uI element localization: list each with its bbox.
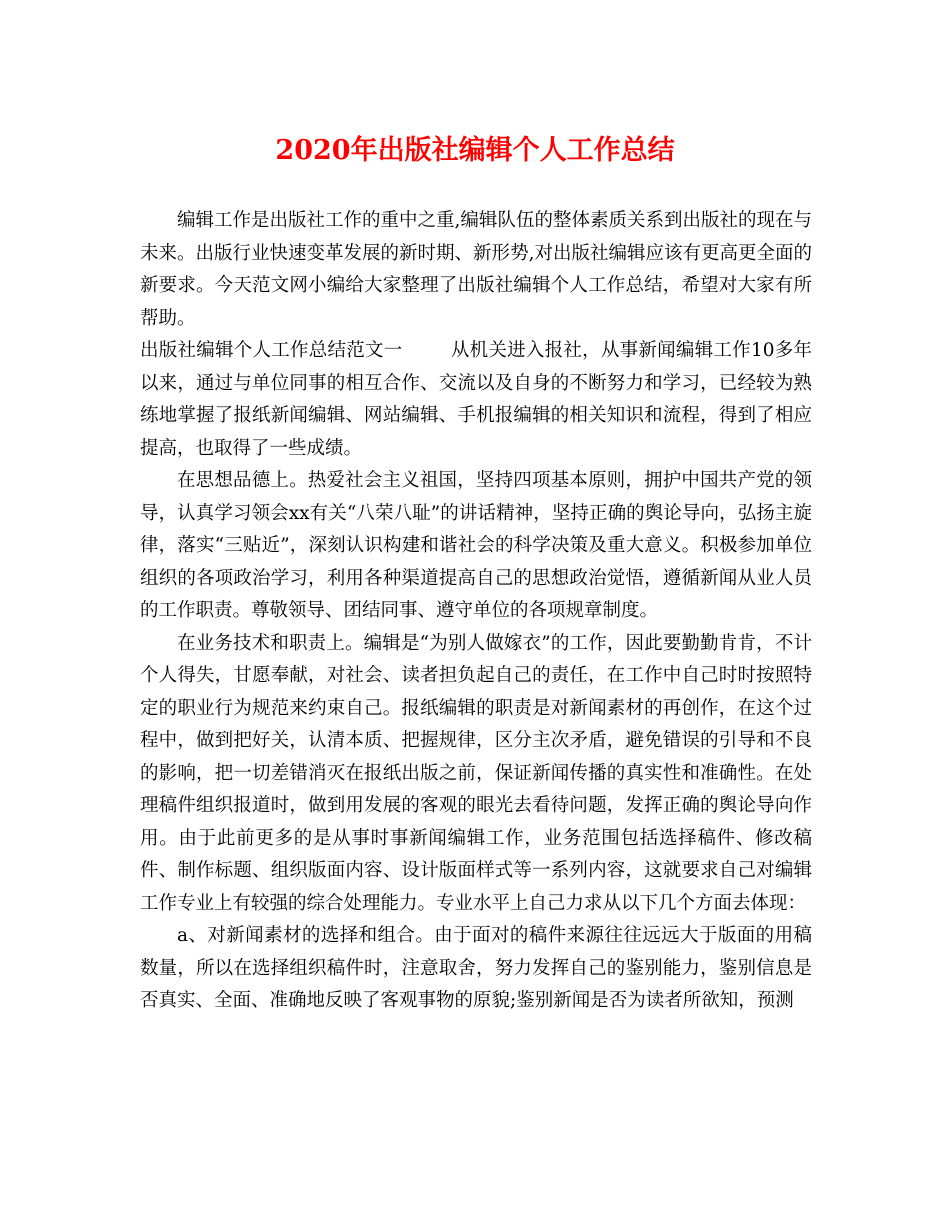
duties-paragraph: 在业务技术和职责上。编辑是“为别人做嫁衣”的工作，因此要勤勤肯肯，不计个人得失，甘愿奉献，对社会、读者担负起自己的责任，在工作中自己时时按照特定的职业行为规范来约束自己。报纸编辑的职责是对新闻素材的再创作，在这个过程中，做到把好关，认清本质、把握规律，区分主次矛盾，避免错误的引导和不良的影响，把一切差错消灭在报纸出版之前，保证新闻传播的真实性和准确性。在处理稿件组织报道时，做到用发展的客观的眼光去看待问题，发挥正确的舆论导向作用。由于此前更多的是从事时事新闻编辑工作，业务范围包括选择稿件、修改稿件、制作标题、组织版面内容、设计版面样式等一系列内容，这就要求自己对编辑工作专业上有较强的综合处理能力。专业水平上自己力求从以下几个方面去体现： (140, 632, 812, 914)
document-title: 2020年出版社编辑个人工作总结 (275, 135, 675, 166)
item-a-paragraph: a、对新闻素材的选择和组合。由于面对的稿件来源往往远远大于版面的用稿数量，所以在选择组织稿件时，注意取舍，努力发挥自己的鉴别能力，鉴别信息是否真实、全面、准确地反映了客观事物的原貌;鉴别新闻是否为读者所欲知，预测 (140, 925, 812, 1011)
ideology-paragraph: 在思想品德上。热爱社会主义祖国，坚持四项基本原则，拥护中国共产党的领导，认真学习领会xx有关“八荣八耻”的讲话精神，坚持正确的舆论导向，弘扬主旋律，落实“三贴近”，深刻认识构建和谐社会的科学决策及重大意义。积极参加单位组织的各项政治学习，利用各种渠道提高自己的思想政治觉悟，遵循新闻从业人员的工作职责。尊敬领导、团结同事、遵守单位的各项规章制度。 (140, 470, 812, 621)
section-intro-text: 从机关进入报社，从事新闻编辑工作10多年以来，通过与单位同事的相互合作、交流以及自身的不断努力和学习，已经较为熟练地掌握了报纸新闻编辑、网站编辑、手机报编辑的相关知识和流程，得到了相应提高，也取得了一些成绩。 (140, 340, 812, 459)
document-body (140, 205, 812, 1018)
section-heading: 出版社编辑个人工作总结范文一 (140, 340, 403, 361)
section-paragraph (140, 335, 812, 465)
intro-paragraph: 编辑工作是出版社工作的重中之重,编辑队伍的整体素质关系到出版社的现在与未来。出版行业快速变革发展的新时期、新形势,对出版社编辑应该有更高更全面的新要求。今天范文网小编给大家整理了出版社编辑个人工作总结，希望对大家有所帮助。 (140, 210, 812, 329)
